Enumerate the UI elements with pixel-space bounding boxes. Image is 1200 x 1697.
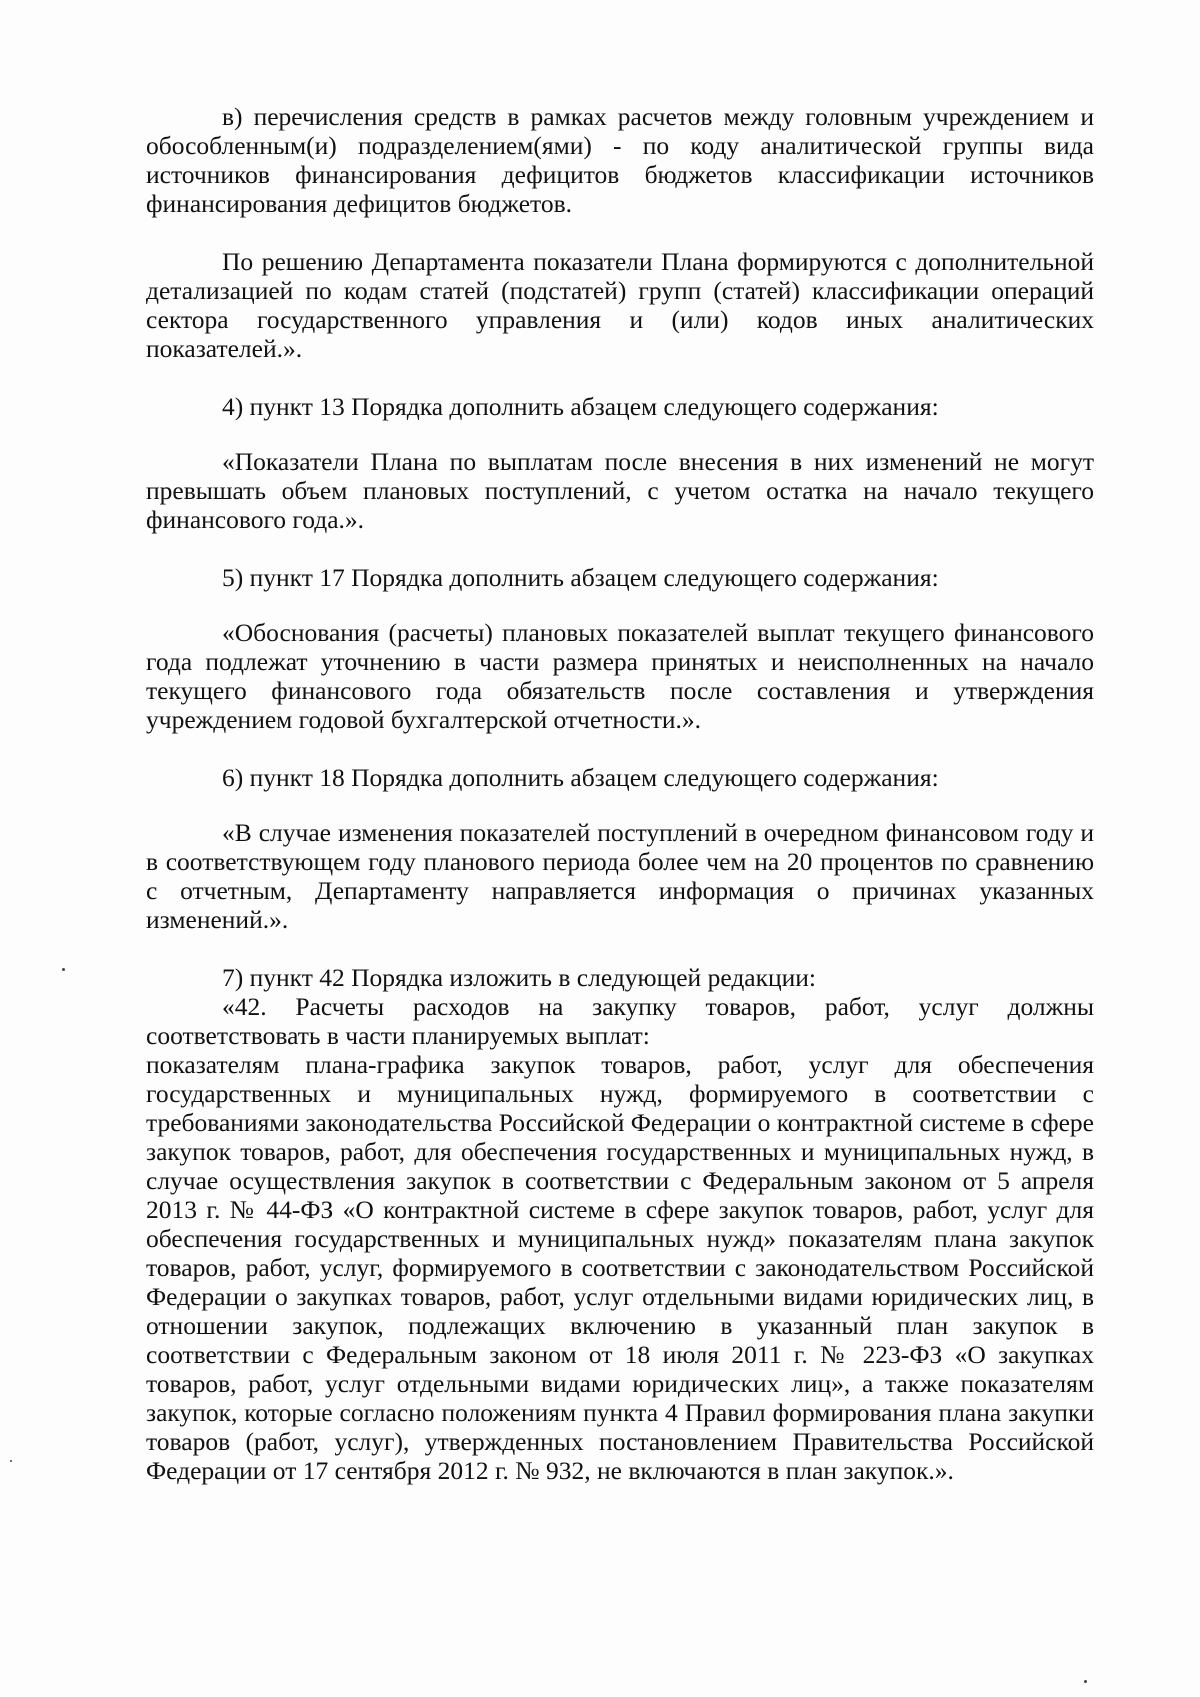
paragraph-item-4-heading: 4) пункт 13 Порядка дополнить абзацем следующего содержания: [222, 392, 939, 421]
scan-speck [1084, 1680, 1087, 1683]
paragraph-item-42-text: показателям плана-графика закупок товаров, работ, услуг для обеспечения государственных и муниципальных нужд, формируемого в соответствии с требованиями законодательства Российской Федерации о контрактной системе в сфере закупок товаров, работ, для обеспечения государственных и муниципальных нужд, в случае осуществления закупок в соответствии с Федеральным законом от 5 апреля 2013 г. № 44-ФЗ «О контрактной системе в сфере закупок товаров, работ, услуг для обеспечения государственных и муниципальных нужд» показателям плана закупок товаров, работ, услуг, формируемого в соответствии с законодательством Российской Федерации о закупках товаров, работ, услуг отдельными видами юридических лиц, в отношении закупок, подлежащих включению в указанный план закупок в соответствии с Федеральным законом от 18 июля 2011 г. № 223-ФЗ «О закупках товаров, работ, услуг отдельными видами юридических лиц», а также показателям закупок, которые согласно положениям пункта 4 Правил формирования плана закупки товаров (работ, услуг), утвержденных постановлением Правительства Российской Федерации от 17 сентября 2012 г. № 932, не включаются в план закупок.». [146, 1050, 1094, 1485]
scan-speck [62, 968, 65, 971]
paragraph-transfer-of-funds: в) перечисления средств в рамках расчетов между головным учреждением и обособленным(и) подразделением(ями) - по коду аналитической группы вида источников финансирования дефицитов бюджетов классификации источников финансирования дефицитов бюджетов. [146, 102, 1094, 218]
document-body [146, 102, 1094, 1485]
paragraph-item-6-heading: 6) пункт 18 Порядка дополнить абзацем следующего содержания: [222, 763, 939, 792]
paragraph-item-42-intro: «42. Расчеты расходов на закупку товаров, работ, услуг должны соответствовать в части планируемых выплат: [146, 992, 1094, 1050]
paragraph-item-4-text: «Показатели Плана по выплатам после внесения в них изменений не могут превышать объем плановых поступлений, с учетом остатка на начало текущего финансового года.». [146, 447, 1094, 534]
scan-speck [10, 1460, 12, 1462]
paragraph-item-5-heading: 5) пункт 17 Порядка дополнить абзацем следующего содержания: [222, 563, 939, 592]
paragraph-item-7-heading: 7) пункт 42 Порядка изложить в следующей редакции: [222, 963, 817, 992]
paragraph-item-6-text: «В случае изменения показателей поступлений в очередном финансовом году и в соответствующем году планового периода более чем на 20 процентов по сравнению с отчетным, Департаменту направляется информация о причинах указанных изменений.». [146, 818, 1094, 934]
paragraph-item-5-text: «Обоснования (расчеты) плановых показателей выплат текущего финансового года подлежат уточнению в части размера принятых и неисполненных на начало текущего финансового года обязательств после составления и утверждения учреждением годовой бухгалтерской отчетности.». [146, 618, 1094, 734]
paragraph-department-decision: По решению Департамента показатели Плана формируются с дополнительной детализацией по кодам статей (подстатей) групп (статей) классификации операций сектора государственного управления и (или) кодов иных аналитических показателей.». [146, 247, 1094, 363]
